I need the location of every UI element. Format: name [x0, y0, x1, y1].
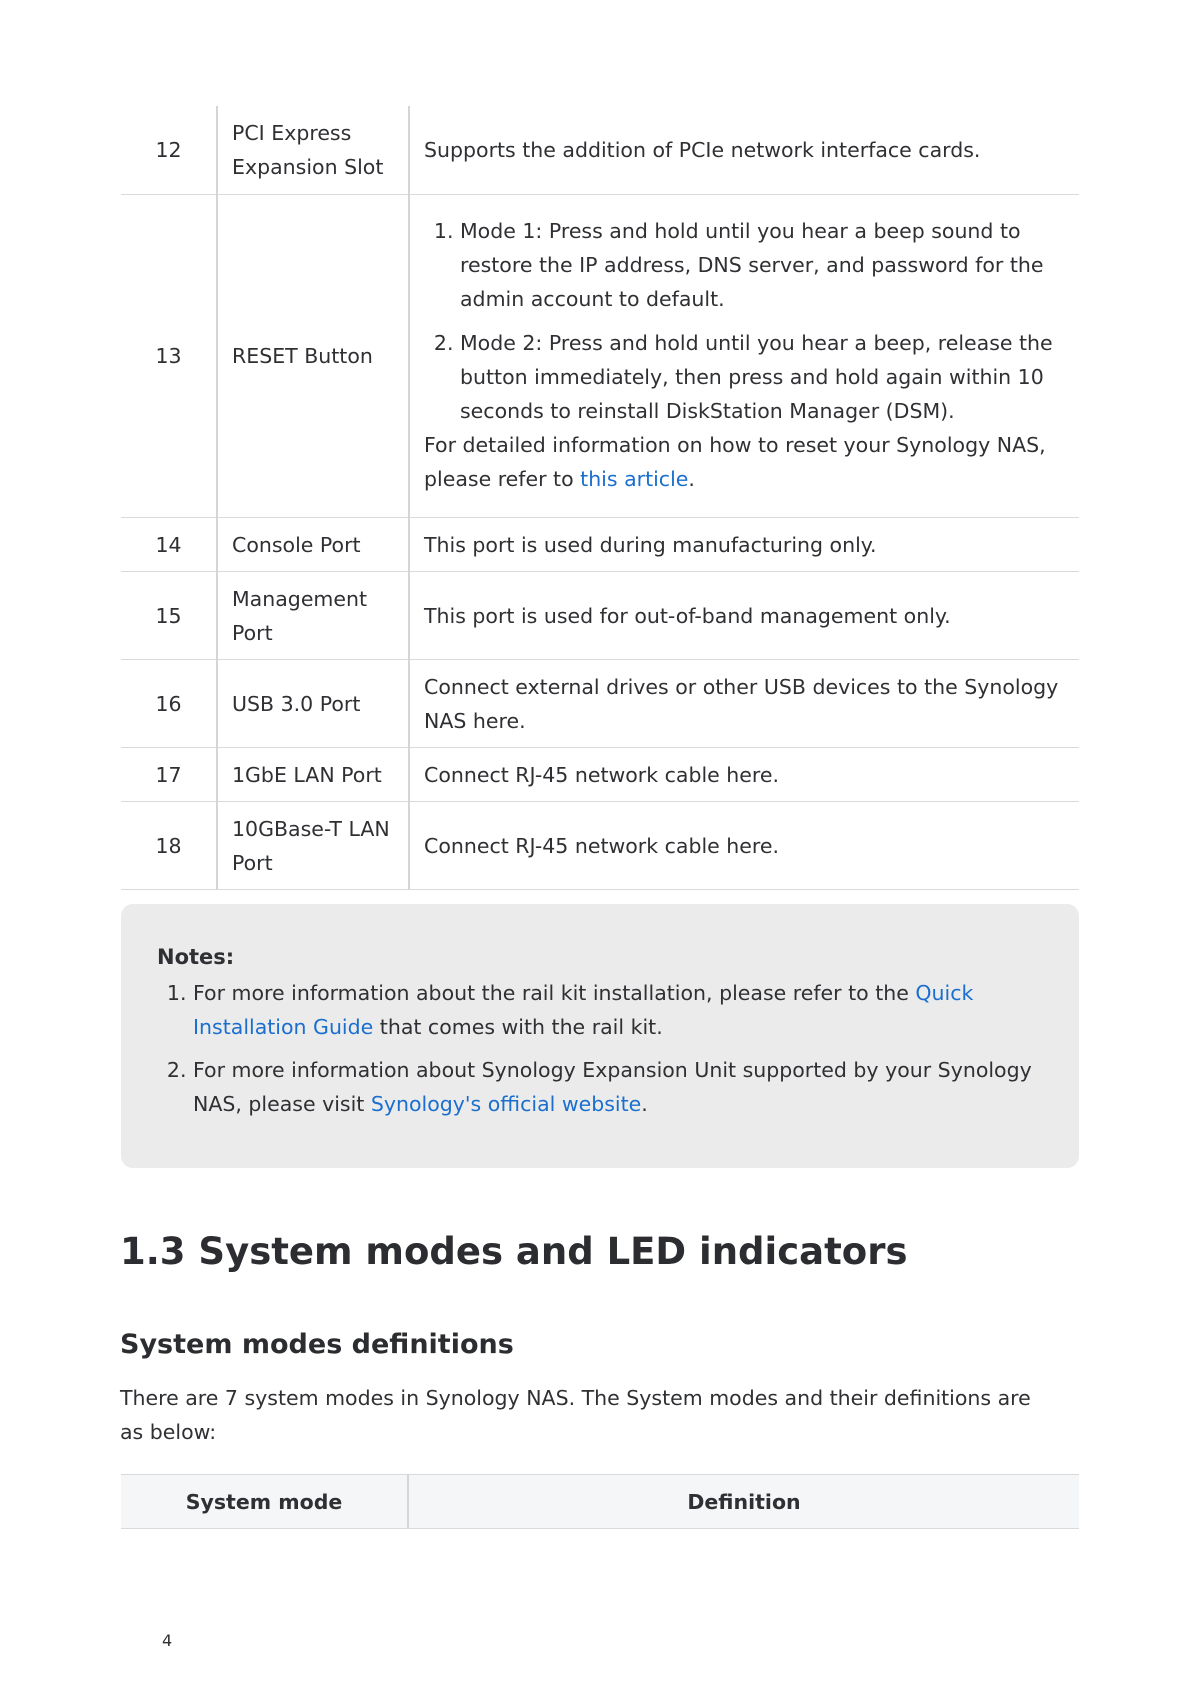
table-row [121, 518, 1079, 572]
component-name: RESET Button [217, 195, 409, 518]
list-item: 2. Mode 2: Press and hold until you hear a beep, release the button immediately, then press and hold again within 10 seconds to reinstall DiskStation Manager (DSM). [460, 326, 1067, 428]
notes-list [157, 976, 1043, 1121]
table-row [121, 660, 1079, 748]
table-row [121, 748, 1079, 802]
component-description: Connect RJ-45 network cable here. [409, 748, 1079, 802]
component-description: Supports the addition of PCIe network interface cards. [409, 106, 1079, 195]
reset-modes-list [424, 214, 1067, 428]
this-article-link[interactable]: this article [580, 467, 689, 491]
component-number: 12 [121, 106, 217, 195]
section-heading: 1.3 System modes and LED indicators [120, 1230, 908, 1273]
component-description [409, 195, 1079, 518]
column-header-system-mode: System mode [121, 1475, 408, 1529]
official-website-link[interactable]: Synology's official website [370, 1092, 642, 1116]
subsection-heading: System modes definitions [120, 1329, 514, 1360]
table-row [121, 195, 1079, 518]
component-name: USB 3.0 Port [217, 660, 409, 748]
list-item: 1. For more information about the rail kit installation, please refer to the Quick Installation Guide that comes with the rail kit. [193, 976, 1043, 1044]
column-header-definition: Definition [408, 1475, 1079, 1529]
component-number: 13 [121, 195, 217, 518]
component-description: Connect external drives or other USB devices to the Synology NAS here. [409, 660, 1079, 748]
component-name: 1GbE LAN Port [217, 748, 409, 802]
system-modes-table [121, 1474, 1079, 1529]
component-number: 16 [121, 660, 217, 748]
page-number: 4 [162, 1631, 173, 1650]
table-row [121, 802, 1079, 890]
table-row [121, 106, 1079, 195]
reset-info-text: For detailed information on how to reset your Synology NAS, please refer to this article. [424, 433, 1046, 491]
list-item: 1. Mode 1: Press and hold until you hear a beep sound to restore the IP address, DNS server, and password for the admin account to default. [460, 214, 1067, 316]
component-name: PCI Express Expansion Slot [217, 106, 409, 195]
section-paragraph: There are 7 system modes in Synology NAS. The System modes and their definitions are as below: [120, 1386, 1031, 1444]
component-description: This port is used for out-of-band management only. [409, 572, 1079, 660]
notes-title: Notes: [157, 945, 235, 969]
component-number: 14 [121, 518, 217, 572]
component-name: Management Port [217, 572, 409, 660]
notes-box [121, 904, 1079, 1168]
component-description: Connect RJ-45 network cable here. [409, 802, 1079, 890]
table-header-row [121, 1475, 1079, 1529]
component-number: 17 [121, 748, 217, 802]
quick-installation-guide-link[interactable]: Quick Installation Guide [193, 981, 974, 1039]
component-name: 10GBase-T LAN Port [217, 802, 409, 890]
component-number: 15 [121, 572, 217, 660]
hardware-components-table [121, 106, 1079, 890]
component-name: Console Port [217, 518, 409, 572]
document-page [121, 106, 1079, 1168]
table-row [121, 572, 1079, 660]
component-description: This port is used during manufacturing only. [409, 518, 1079, 572]
list-item: 2. For more information about Synology Expansion Unit supported by your Synology NAS, please visit Synology's official website. [193, 1053, 1043, 1121]
component-number: 18 [121, 802, 217, 890]
